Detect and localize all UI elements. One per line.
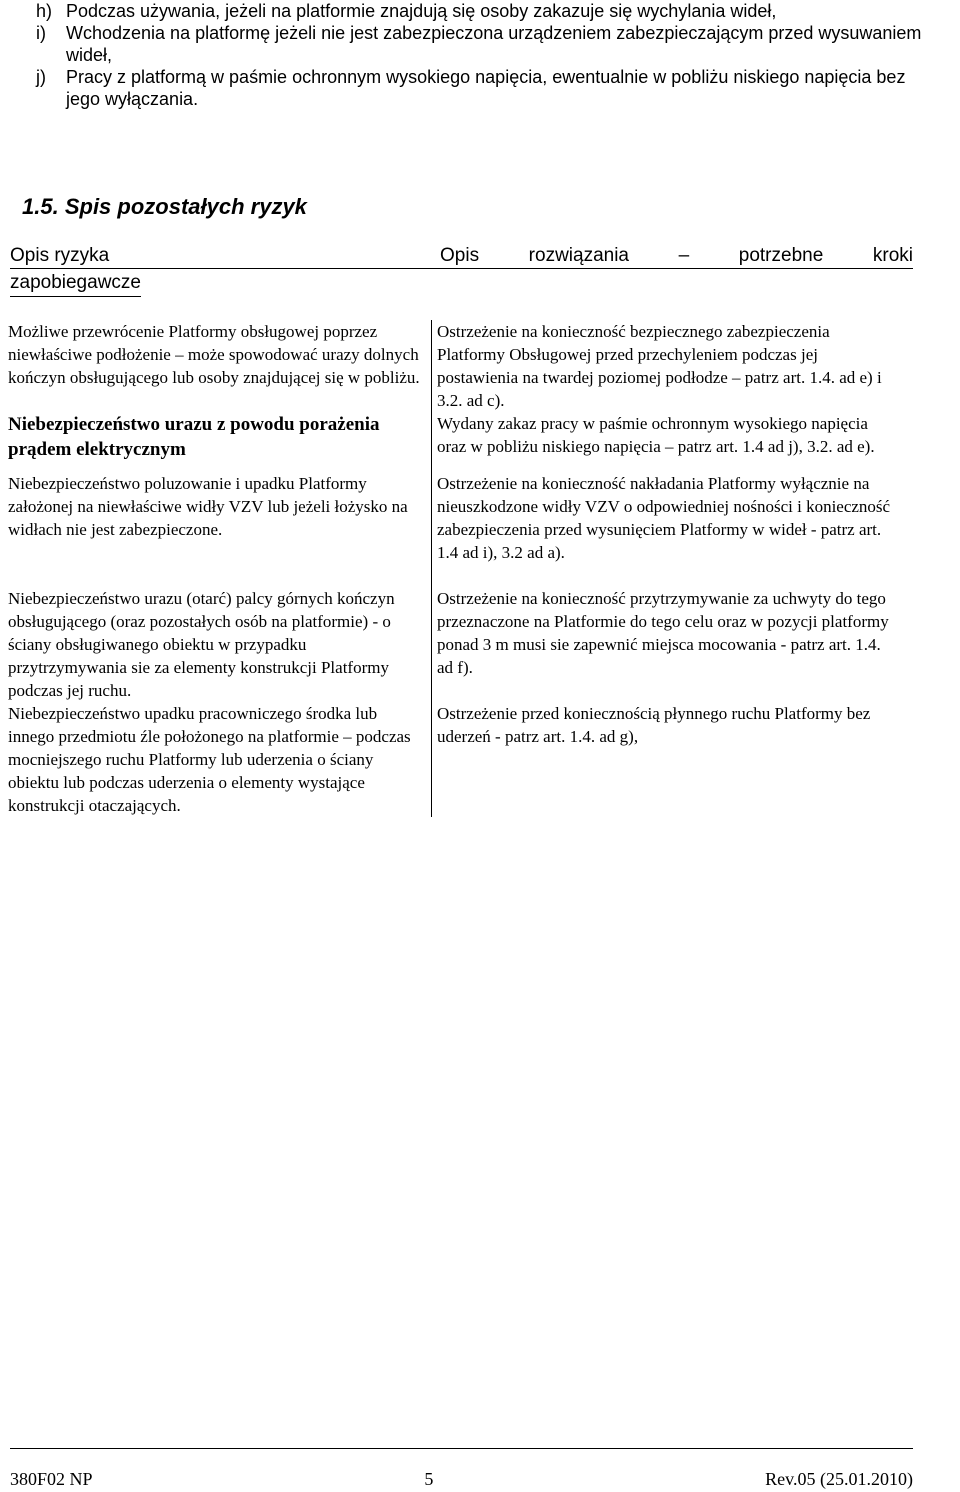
list-item xyxy=(10,66,930,110)
risk-text: Niebezpieczeństwo poluzowanie i upadku Platformy założonej na niewłaściwe widły VZV lub jeżeli łożysko na widłach nie jest zabezpieczone. xyxy=(8,474,408,539)
table-header xyxy=(10,242,913,297)
list-item-text: Wchodzenia na platformę jeżeli nie jest zabezpieczona urządzeniem zabezpieczającym przed wysuwaniem wideł, xyxy=(66,23,922,65)
doc-code: 380F02 NP xyxy=(10,1469,93,1489)
table-row xyxy=(2,702,900,817)
risk-cell: Niebezpieczeństwo upadku pracowniczego środka lub innego przedmiotu źle położonego na platformie – podczas mocniejszego ruchu Platformy lub uderzenia o ściany obiektu lub podczas uderzenia o elementy wystające konstrukcji otaczających. xyxy=(2,702,432,817)
section-title: Spis pozostałych ryzyk xyxy=(64,194,307,219)
risk-table xyxy=(2,320,900,817)
risk-cell xyxy=(2,472,432,587)
list-item-text: Podczas używania, jeżeli na platformie znajdują się osoby zakazuje się wychylania wideł, xyxy=(66,1,777,21)
section-heading xyxy=(22,194,307,220)
section-number: 1.5. xyxy=(22,194,59,219)
table-row xyxy=(2,320,900,412)
solution-cell: Ostrzeżenie na konieczność nakładania Platformy wyłącznie na nieuszkodzone widły VZV o odpowiedniej nośności i konieczność zabezpieczenia przed wysunięciem Platformy w wideł - patrz art. 1.4 ad i), 3.2 ad a). xyxy=(437,474,891,562)
list-item xyxy=(10,0,930,22)
table-row xyxy=(2,587,900,702)
table-row xyxy=(2,472,900,587)
revision: Rev.05 (25.01.2010) xyxy=(765,1469,913,1489)
list-marker: h) xyxy=(36,1,53,21)
list-marker: j) xyxy=(36,67,46,87)
page-footer xyxy=(10,1448,913,1490)
page-number: 5 xyxy=(424,1469,434,1489)
risk-text-bold: Niebezpieczeństwo urazu z powodu porażenia prądem elektrycznym xyxy=(8,414,380,460)
solution-cell: Ostrzeżenie na konieczność przytrzymywanie za uchwyty do tego przeznaczone na Platformie do tego celu oraz w pozycji platformy ponad 3 m musi sie zapewnić miejsca mocowania - patrz art. 1.4. ad f). xyxy=(437,589,889,677)
header-risk-label: Opis ryzyka xyxy=(10,245,110,266)
list-item-text: Pracy z platformą w paśmie ochronnym wysokiego napięcia, ewentualnie w pobliżu niskiego napięcia bez jego wyłączania. xyxy=(66,67,906,109)
risk-cell: Niebezpieczeństwo urazu (otarć) palcy górnych kończyn obsługującego (oraz pozostałych osób na platformie) - o ściany obsługiwanego obiektu w przypadku przytrzymywania sie za elementy konstrukcji Platformy podczas jej ruchu. xyxy=(2,587,432,702)
header-word: rozwiązania xyxy=(528,245,629,266)
solution-cell: Ostrzeżenie na konieczność bezpiecznego zabezpieczenia Platformy Obsługowej przed przechyleniem podczas jej postawienia na twardej poziomej podłodze – patrz art. 1.4. ad e) i 3.2. ad c). xyxy=(437,322,882,410)
header-solution-continuation: zapobiegawcze xyxy=(10,270,141,297)
header-word: Opis xyxy=(440,245,480,266)
solution-cell: Ostrzeżenie przed koniecznością płynnego ruchu Platformy bez uderzeń - patrz art. 1.4. ad g), xyxy=(437,704,871,746)
instruction-list xyxy=(10,0,930,110)
solution-cell: Wydany zakaz pracy w paśmie ochronnym wysokiego napięcia oraz w pobliżu niskiego napięcia – patrz art. 1.4 ad j), 3.2. ad e). xyxy=(437,414,875,456)
list-item xyxy=(10,22,930,66)
risk-cell: Możliwe przewrócenie Platformy obsługowej poprzez niewłaściwe podłożenie – może spowodować urazy dolnych kończyn obsługującego lub osoby znajdującej się w pobliżu. xyxy=(2,320,432,412)
header-solution-label xyxy=(440,242,913,268)
list-marker: i) xyxy=(36,23,46,43)
risk-cell xyxy=(2,412,432,472)
header-word: kroki xyxy=(872,245,913,266)
header-word: – xyxy=(678,245,690,266)
table-row xyxy=(2,412,900,472)
header-word: potrzebne xyxy=(738,245,824,266)
